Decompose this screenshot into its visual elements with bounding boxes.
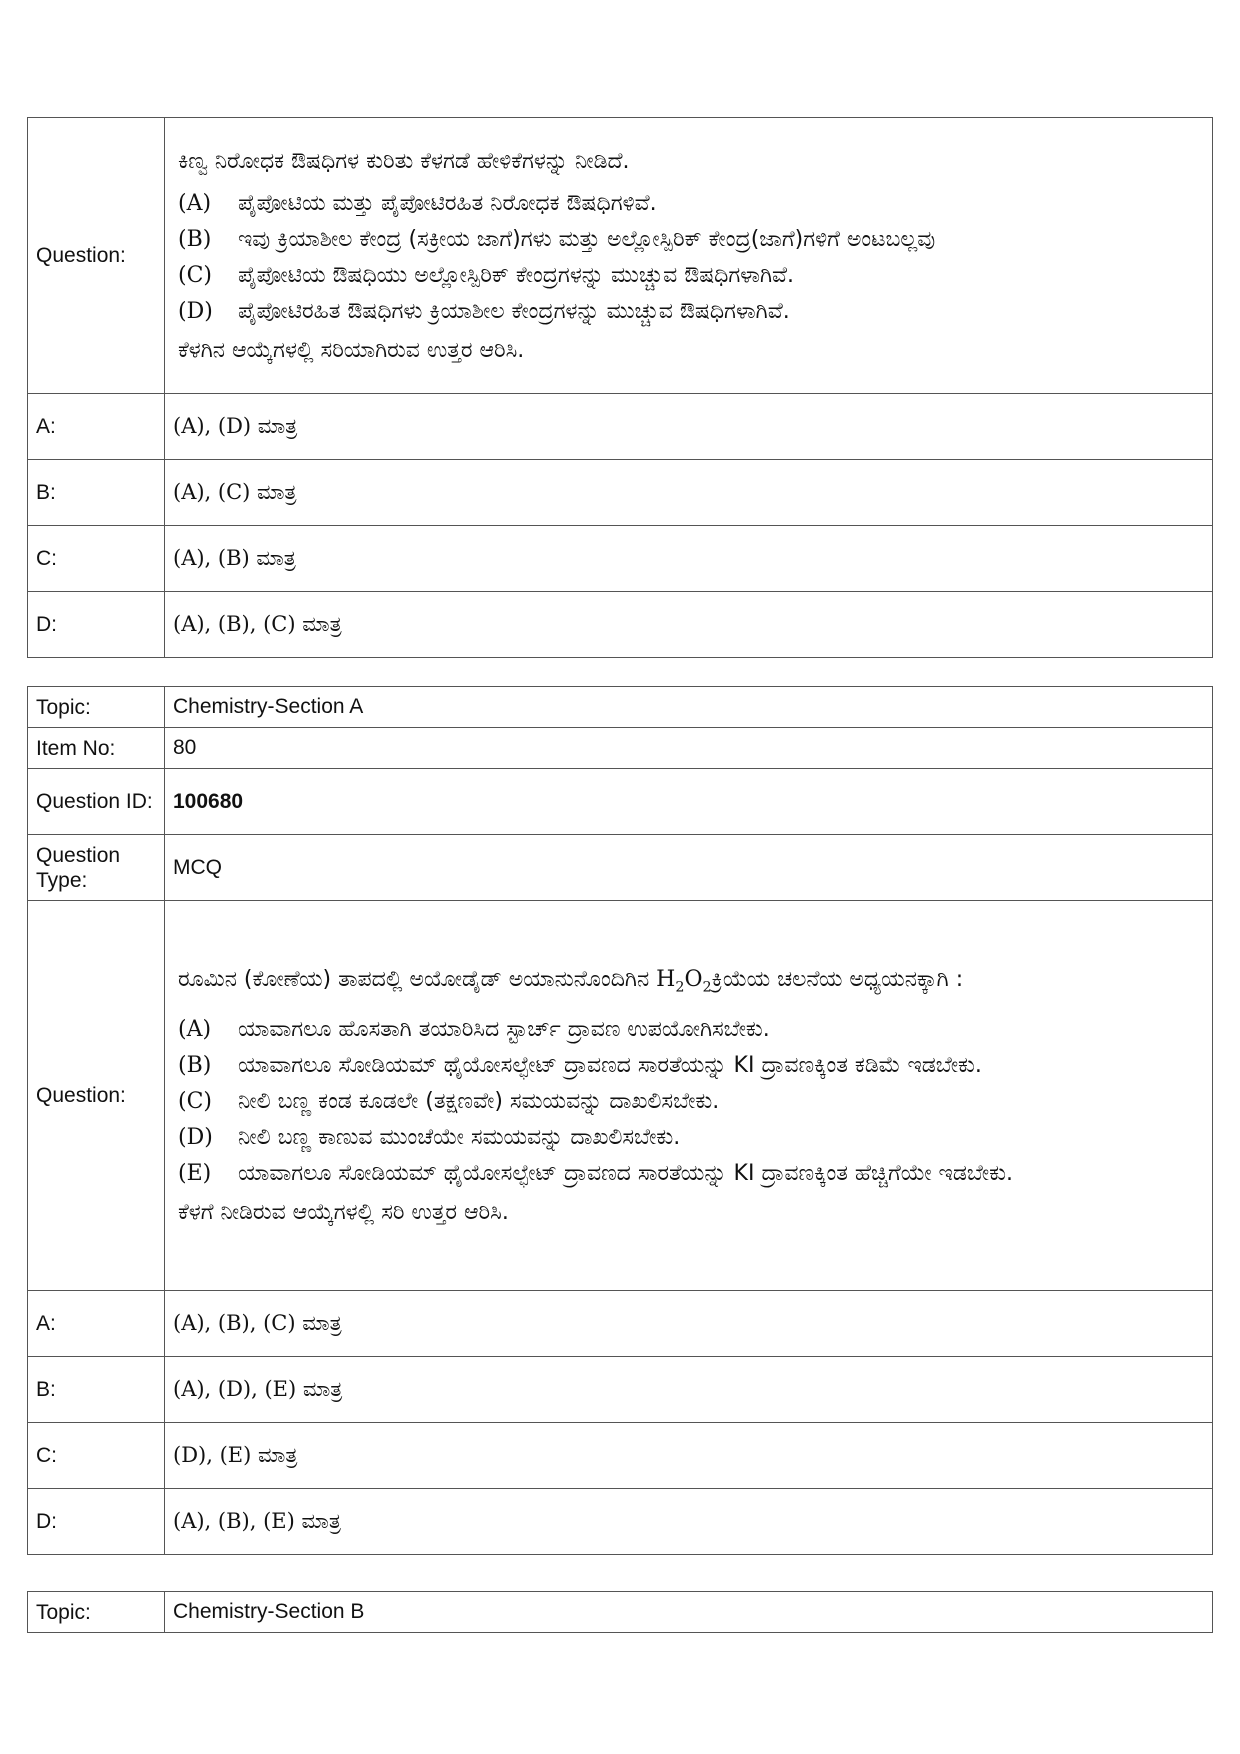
question-instruction: ಕೆಳಗಿನ ಆಯ್ಕೆಗಳಲ್ಲಿ ಸರಿಯಾಗಿರುವ ಉತ್ತರ ಆರಿಸಿ. [178, 338, 525, 363]
option-row [28, 1489, 1213, 1555]
option-row [28, 394, 1213, 460]
option-label: A: [28, 1291, 165, 1357]
statement-mark: (E) [178, 1160, 212, 1186]
question-row [28, 901, 1213, 1291]
question-type-label: Question Type: [28, 835, 165, 901]
question-id-value: 100680 [165, 769, 1213, 835]
option-text: (A), (D), (E) ಮಾತ್ರ [165, 1357, 1213, 1423]
formula-sub-2: 2 [702, 979, 712, 996]
option-label: C: [28, 1423, 165, 1489]
formula-o: O [684, 967, 703, 993]
option-text: (A), (B) ಮಾತ್ರ [165, 526, 1213, 592]
topic-row [28, 687, 1213, 728]
question-row [28, 118, 1213, 394]
statement-text: ಯಾವಾಗಲೂ ಹೊಸತಾಗಿ ತಯಾರಿಸಿದ ಸ್ಟಾರ್ಚ್ ದ್ರಾವಣ ಉಪಯೋಗಿಸಬೇಕು. [238, 1016, 770, 1042]
topic-label: Topic: [28, 1592, 165, 1633]
statement-item [173, 186, 1204, 222]
statement-item [173, 1156, 1204, 1192]
statement-text: ಯಾವಾಗಲೂ ಸೋಡಿಯಮ್ ಥೈಯೋಸಲ್ಫೇಟ್ ದ್ರಾವಣದ ಸಾರತೆಯನ್ನು KI ದ್ರಾವಣಕ್ಕಿಂತ ಹೆಚ್ಚಿಗೆಯೇ ಇಡಬೇಕು. [238, 1160, 1014, 1186]
statement-item [173, 1048, 1204, 1084]
statement-item [173, 1084, 1204, 1120]
question-stem [173, 966, 1204, 1011]
question-type-value: MCQ [165, 835, 1213, 901]
question-body [165, 118, 1213, 394]
question-body [165, 901, 1213, 1291]
question-instruction: ಕೆಳಗೆ ನೀಡಿರುವ ಆಯ್ಕೆಗಳಲ್ಲಿ ಸರಿ ಉತ್ತರ ಆರಿಸಿ. [178, 1199, 509, 1225]
option-row [28, 1291, 1213, 1357]
formula-sub-1: 2 [675, 979, 685, 996]
statement-item [173, 258, 1204, 294]
statement-item [173, 1120, 1204, 1156]
statement-text: ನೀಲಿ ಬಣ್ಣ ಕಂಡ ಕೂಡಲೇ (ತಕ್ಷಣವೇ) ಸಮಯವನ್ನು ದಾಖಲಿಸಬೇಕು. [238, 1088, 720, 1114]
stem-suffix: ಕ್ರಿಯೆಯ ಚಲನೆಯ ಅಧ್ಯಯನಕ್ಕಾಗಿ : [711, 967, 964, 993]
topic-value: Chemistry-Section A [165, 687, 1213, 728]
question-id-label: Question ID: [28, 769, 165, 835]
option-text: (A), (B), (C) ಮಾತ್ರ [165, 592, 1213, 658]
option-row [28, 460, 1213, 526]
statement-mark: (B) [178, 1052, 212, 1078]
statement-mark: (D) [178, 299, 213, 324]
statement-mark: (A) [178, 1016, 212, 1042]
question-table-1 [27, 117, 1213, 658]
question-table-2 [27, 686, 1213, 1555]
option-text: (A), (C) ಮಾತ್ರ [165, 460, 1213, 526]
item-no-value: 80 [165, 728, 1213, 769]
option-text: (D), (E) ಮಾತ್ರ [165, 1423, 1213, 1489]
statement-text: ಯಾವಾಗಲೂ ಸೋಡಿಯಮ್ ಥೈಯೋಸಲ್ಫೇಟ್ ದ್ರಾವಣದ ಸಾರತೆಯನ್ನು KI ದ್ರಾವಣಕ್ಕಿಂತ ಕಡಿಮೆ ಇಡಬೇಕು. [238, 1052, 982, 1078]
stem-prefix: ರೂಮಿನ (ಕೋಣೆಯ) ತಾಪದಲ್ಲಿ ಅಯೋಡೈಡ್ ಅಯಾನುನೊಂದಿಗಿನ [178, 967, 650, 993]
option-text: (A), (B), (E) ಮಾತ್ರ [165, 1489, 1213, 1555]
option-label: B: [28, 1357, 165, 1423]
item-no-label: Item No: [28, 728, 165, 769]
formula-h: H [656, 967, 676, 993]
question-id-row [28, 769, 1213, 835]
statement-item [173, 222, 1204, 258]
item-no-row [28, 728, 1213, 769]
topic-value: Chemistry-Section B [165, 1592, 1213, 1633]
topic-label: Topic: [28, 687, 165, 728]
statement-mark: (B) [178, 227, 212, 252]
statement-item [173, 1012, 1204, 1048]
statement-mark: (D) [178, 1124, 213, 1150]
option-row [28, 1423, 1213, 1489]
statement-mark: (C) [178, 263, 212, 288]
statement-mark: (A) [178, 191, 212, 216]
option-text: (A), (D) ಮಾತ್ರ [165, 394, 1213, 460]
option-label: C: [28, 526, 165, 592]
option-text: (A), (B), (C) ಮಾತ್ರ [165, 1291, 1213, 1357]
statement-item [173, 294, 1204, 330]
question-label: Question: [28, 118, 165, 394]
option-label: B: [28, 460, 165, 526]
topic-row [28, 1592, 1213, 1633]
statement-text: ಪೈಪೋಟಿಯ ಔಷಧಿಯು ಅಲ್ಲೋಸ್ಪಿರಿಕ್ ಕೇಂದ್ರಗಳನ್ನು ಮುಚ್ಚುವ ಔಷಧಿಗಳಾಗಿವೆ. [238, 263, 795, 288]
question-stem: ಕಿಣ್ವ ನಿರೋಧಕ ಔಷಧಿಗಳ ಕುರಿತು ಕೆಳಗಡೆ ಹೇಳಿಕೆಗಳನ್ನು ನೀಡಿದೆ. [178, 149, 630, 174]
question-label: Question: [28, 901, 165, 1291]
question-type-row [28, 835, 1213, 901]
option-label: D: [28, 592, 165, 658]
option-row [28, 526, 1213, 592]
statement-text: ಪೈಪೋಟಿರಹಿತ ಔಷಧಿಗಳು ಕ್ರಿಯಾಶೀಲ ಕೇಂದ್ರಗಳನ್ನು ಮುಚ್ಚುವ ಔಷಧಿಗಳಾಗಿವೆ. [238, 299, 790, 324]
question-table-3 [27, 1591, 1213, 1633]
option-row [28, 1357, 1213, 1423]
statement-text: ನೀಲಿ ಬಣ್ಣ ಕಾಣುವ ಮುಂಚೆಯೇ ಸಮಯವನ್ನು ದಾಖಲಿಸಬೇಕು. [238, 1124, 681, 1150]
option-row [28, 592, 1213, 658]
statement-mark: (C) [178, 1088, 212, 1114]
statement-text: ಇವು ಕ್ರಿಯಾಶೀಲ ಕೇಂದ್ರ (ಸಕ್ರೀಯ ಜಾಗೆ)ಗಳು ಮತ್ತು ಅಲ್ಲೋಸ್ಪಿರಿಕ್ ಕೇಂದ್ರ(ಜಾಗೆ)ಗಳಿಗೆ ಅಂಟಬಲ್ಲವು [238, 227, 936, 252]
option-label: D: [28, 1489, 165, 1555]
statement-text: ಪೈಪೋಟಿಯ ಮತ್ತು ಪೈಪೋಟಿರಹಿತ ನಿರೋಧಕ ಔಷಧಿಗಳಿವೆ. [238, 191, 657, 216]
option-label: A: [28, 394, 165, 460]
